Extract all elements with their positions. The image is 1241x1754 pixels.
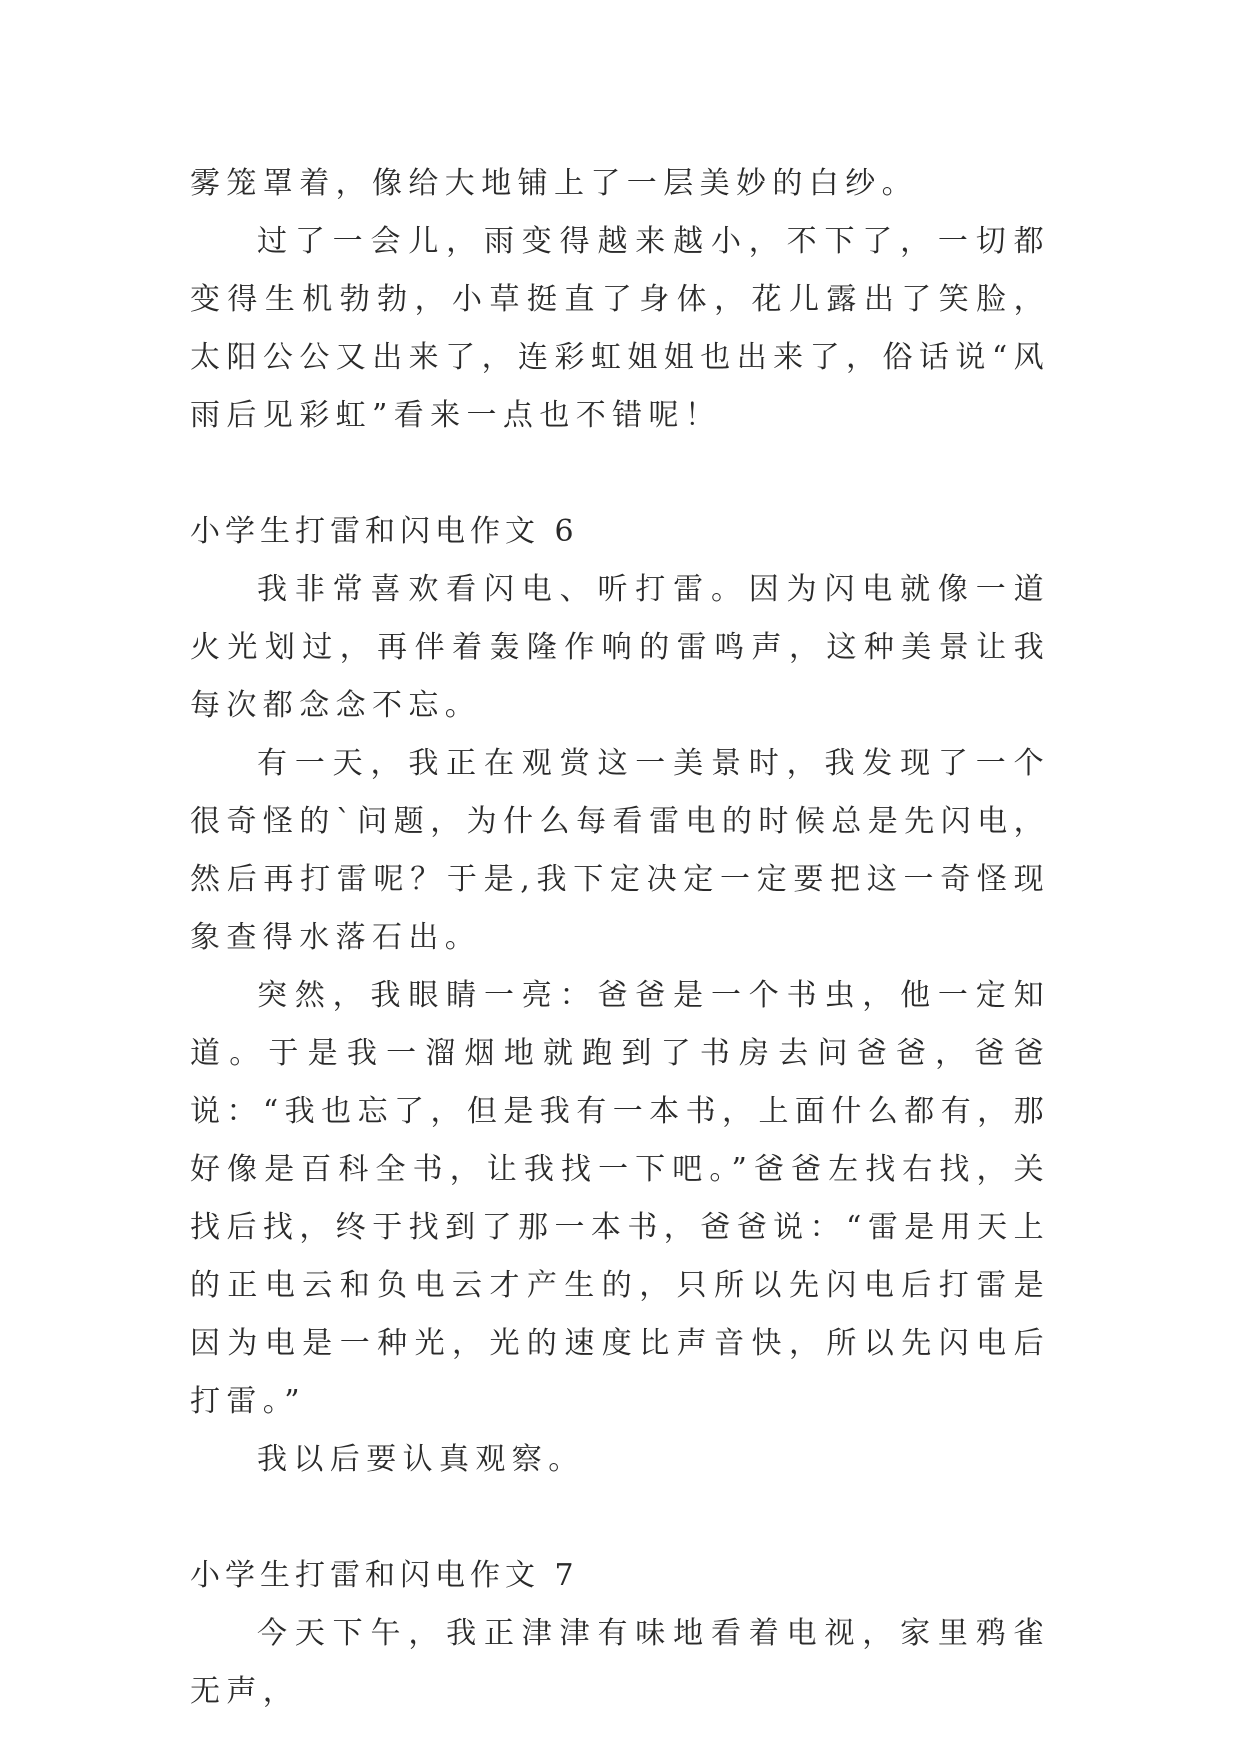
paragraph: 我非常喜欢看闪电、听打雷。因为闪电就像一道火光划过，再伴着轰隆作响的雷鸣声，这种美景让我每次都念念不忘。 — [190, 572, 1050, 723]
document-body — [190, 155, 1050, 1721]
paragraph: 雾笼罩着，像给大地铺上了一层美妙的白纱。 — [190, 166, 918, 201]
section-heading: 小学生打雷和闪电作文 7 — [190, 1558, 579, 1593]
section-gap — [190, 445, 1050, 503]
paragraph: 突然，我眼睛一亮：爸爸是一个书虫，他一定知道。于是我一溜烟地就跑到了书房去问爸爸，爸爸说：“我也忘了，但是我有一本书，上面什么都有，那好像是百科全书，让我找一下吧。”爸爸左找右找，关找后找，终于找到了那一本书，爸爸说：“雷是用天上的正电云和负电云才产生的，只所以先闪电后打雷是因为电是一种光，光的速度比声音快，所以先闪电后打雷。” — [190, 978, 1050, 1419]
paragraph: 有一天，我正在观赏这一美景时，我发现了一个很奇怪的`问题，为什么每看雷电的时候总是先闪电，然后再打雷呢？于是,我下定决定一定要把这一奇怪现象查得水落石出。 — [190, 746, 1050, 955]
section-gap — [190, 1489, 1050, 1547]
paragraph: 过了一会儿，雨变得越来越小，不下了，一切都变得生机勃勃，小草挺直了身体，花儿露出了笑脸，太阳公公又出来了，连彩虹姐姐也出来了，俗话说“风雨后见彩虹”看来一点也不错呢！ — [190, 224, 1050, 433]
paragraph: 今天下午，我正津津有味地看着电视，家里鸦雀无声， — [190, 1616, 1050, 1709]
paragraph: 我以后要认真观察。 — [257, 1442, 585, 1477]
section-heading: 小学生打雷和闪电作文 6 — [190, 514, 579, 549]
